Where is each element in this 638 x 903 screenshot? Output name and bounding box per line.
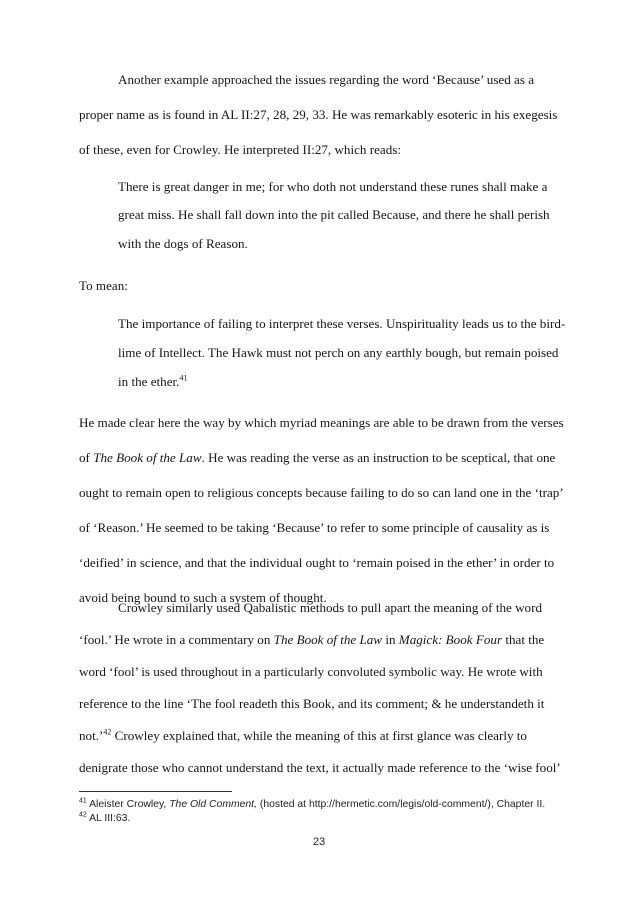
- paragraph-1-line-2: proper name as is found in AL II:27, 28, 29, 33. He was remarkably esoteric in his exegesis: [79, 107, 558, 122]
- book-title: The Book of the Law: [273, 632, 383, 647]
- paragraph-3-line-4: reference to the line ‘The fool readeth this Book, and its comment; & he understandeth it: [79, 696, 545, 711]
- block-quote-2-line-3: [118, 374, 187, 390]
- paragraph-2-line-6: avoid being bound to such a system of thought.: [79, 590, 327, 605]
- block-quote-1-line-3: with the dogs of Reason.: [118, 236, 248, 251]
- footnote-41-text-b: (hosted at http://hermetic.com/legis/old-comment/), Chapter II.: [256, 799, 546, 810]
- paragraph-2-line-3: ought to remain open to religious concepts because failing to do so can land one in the ‘trap’: [79, 485, 564, 500]
- paragraph-2-line-2: [79, 450, 555, 466]
- block-quote-2-line-2: lime of Intellect. The Hawk must not perch on any earthly bough, but remain poised: [118, 345, 559, 360]
- footnote-41-number: 41: [79, 797, 87, 805]
- footnote-41-title: The Old Comment,: [169, 799, 257, 810]
- page-number: 23: [312, 836, 326, 848]
- paragraph-3-line-6: denigrate those who cannot understand the text, it actually made reference to the ‘wise fool’: [79, 760, 561, 775]
- footnote-ref-41[interactable]: 41: [179, 373, 188, 383]
- footnote-ref-42[interactable]: 42: [103, 727, 112, 737]
- footnote-42-text: AL III:63.: [86, 813, 131, 824]
- paragraph-3-line-5: [79, 728, 527, 744]
- paragraph-2-line-4: of ‘Reason.’ He seemed to be taking ‘Because’ to refer to some principle of causality as is: [79, 520, 550, 535]
- paragraph-3-line-2-c: that the: [502, 632, 545, 647]
- paragraph-1-line-3: of these, even for Crowley. He interpreted II:27, which reads:: [79, 142, 402, 157]
- paragraph-1-line-1: Another example approached the issues regarding the word ‘Because’ used as a: [118, 72, 535, 87]
- paragraph-2-line-2-b: . He was reading the verse as an instruction to be sceptical, that one: [201, 450, 556, 465]
- footnote-42-number: 42: [79, 811, 87, 819]
- block-quote-1-line-2: great miss. He shall fall down into the pit called Because, and there he shall perish: [118, 207, 550, 222]
- paragraph-3-line-2-a: ‘fool.’ He wrote in a commentary on: [79, 632, 274, 647]
- book-title-2: Magick: Book Four: [398, 632, 503, 647]
- paragraph-2-line-5: ‘deified’ in science, and that the individual ought to ‘remain poised in the ether’ in order to: [79, 555, 555, 570]
- paragraph-3-line-3: word ‘fool’ is used throughout in a particularly convoluted symbolic way. He wrote with: [79, 664, 543, 679]
- block-quote-1-line-1: There is great danger in me; for who doth not understand these runes shall make a: [118, 179, 548, 194]
- block-quote-2-line-3-text: in the ether.: [118, 374, 180, 389]
- paragraph-3-line-2-b: in: [382, 632, 399, 647]
- paragraph-3-line-2: [79, 632, 544, 648]
- paragraph-3-line-5-a: not.’: [79, 728, 104, 743]
- paragraph-3-line-5-b: Crowley explained that, while the meaning of this at first glance was clearly to: [111, 728, 527, 743]
- footnote-separator: [79, 791, 232, 792]
- book-title: The Book of the Law: [93, 450, 202, 465]
- paragraph-3-line-1: Crowley similarly used Qabalistic methods to pull apart the meaning of the word: [118, 600, 542, 615]
- to-mean-text: To mean:: [79, 278, 128, 293]
- block-quote-2-line-1: The importance of failing to interpret these verses. Unspirituality leads us to the bird-: [118, 316, 566, 331]
- footnote-41-text-a: Aleister Crowley,: [86, 799, 170, 810]
- paragraph-2-line-1: He made clear here the way by which myriad meanings are able to be drawn from the verses: [79, 415, 564, 430]
- footnote-42: [79, 812, 130, 825]
- footnote-41: [79, 798, 545, 811]
- paragraph-2-line-2-a: of: [79, 450, 94, 465]
